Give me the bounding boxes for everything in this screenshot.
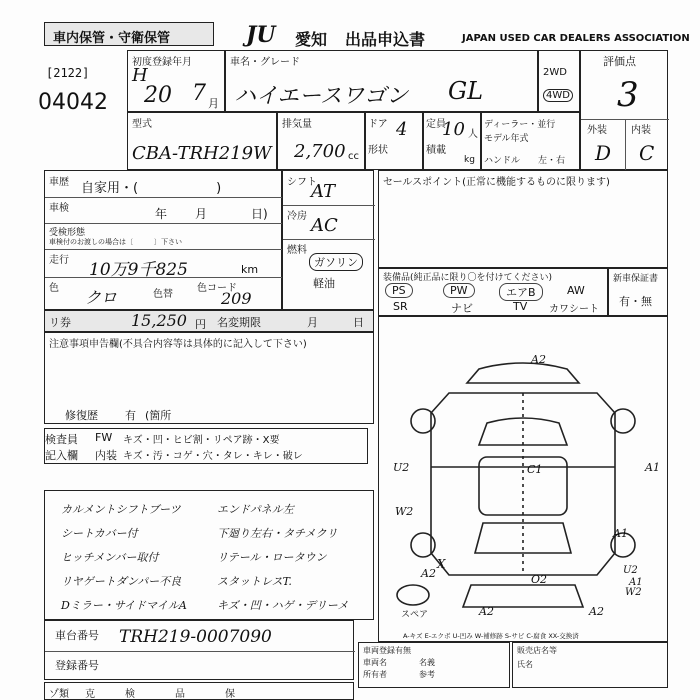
equip-aw: AW	[567, 284, 585, 297]
mileage-label: 走行	[49, 255, 69, 266]
displacement-label: 排気量	[282, 119, 312, 130]
remark-right-2: リテール・ロータウン	[217, 551, 327, 564]
warranty-box	[608, 268, 668, 316]
equip-pw: PW	[443, 283, 475, 298]
color-value: クロ	[85, 288, 118, 307]
purchase-label: 販売店名等	[517, 646, 557, 655]
model-name: ハイエースワゴン	[234, 84, 409, 109]
dealer-box	[481, 112, 580, 170]
stamp-3: 品	[175, 689, 185, 700]
drive-4wd: 4WD	[543, 89, 573, 102]
lot-code: [2122]	[46, 66, 90, 80]
fuel-label: 燃料	[287, 245, 307, 256]
owner-label: 所有者	[363, 670, 387, 679]
equip-airbag: エアB	[499, 283, 543, 301]
sales-point-box	[378, 170, 668, 268]
recorder-label: 記入欄	[45, 449, 78, 462]
remark-left-2: ヒッチメンバー取付	[61, 551, 159, 564]
fw-label: FW	[95, 431, 113, 444]
inspector-label: 検査員	[45, 433, 78, 446]
inspection-form-label: 受検形態	[49, 228, 86, 238]
notes-box	[44, 332, 374, 424]
stamp-2: 検	[125, 689, 135, 700]
stamp-0: ゾ類	[49, 689, 69, 700]
mark-a1-lower: A1	[613, 527, 628, 540]
remark-right-0: エンドパネル左	[217, 503, 294, 516]
inspection-year: 年	[155, 207, 168, 221]
interior-marks-text: キズ・汚・コゲ・穴・タレ・キレ・破レ	[123, 451, 303, 462]
org-name: 愛知	[295, 30, 328, 49]
equipment-box	[378, 268, 608, 316]
capacity-box	[423, 112, 481, 170]
color-change-label: 色替	[153, 289, 173, 300]
chassis-label: 車台番号	[55, 629, 99, 642]
usage-value: 自家用・( )	[81, 181, 222, 196]
registration-table	[358, 642, 510, 688]
recycle-value: 15,250	[131, 311, 187, 330]
car-diagram	[379, 317, 667, 641]
chassis-box	[44, 620, 354, 680]
doors-box	[365, 112, 423, 170]
displacement-box	[277, 112, 365, 170]
drive-2wd: 2WD	[543, 67, 567, 78]
mark-a2-top: A2	[531, 353, 546, 366]
name-change-month: 月	[307, 316, 318, 329]
exterior-label: 外装	[587, 125, 607, 136]
repair-value: 有	[125, 409, 136, 422]
remark-left-0: カルメントシフトブーツ	[61, 503, 181, 516]
registration-label: 登録番号	[55, 659, 99, 672]
recycle-unit: 円	[195, 318, 206, 331]
form-title: 出品申込書	[345, 30, 426, 49]
handle-label: ハンドル	[484, 156, 521, 166]
mileage-value: 10万9千825	[89, 260, 188, 280]
mark-a2-bottom-right: A2	[589, 605, 604, 618]
name-change-day: 日	[353, 316, 364, 329]
name-change-label: 名変期限	[217, 316, 261, 329]
shift-box	[282, 170, 374, 310]
capacity-unit: 人	[468, 129, 478, 140]
mileage-unit: km	[241, 263, 259, 276]
capacity-value: 10	[442, 119, 465, 140]
fuel-light-oil: 軽油	[313, 277, 335, 290]
repair-label: 修復歴	[65, 409, 98, 422]
registration-table-label: 車両登録有無	[363, 646, 411, 655]
remarks-box	[44, 490, 374, 620]
details-box	[44, 170, 282, 310]
storage-label: 車内保管・守衛保管	[53, 31, 171, 46]
first-reg-month: 7	[192, 81, 206, 106]
shape-label: 形状	[368, 145, 388, 156]
chassis-value: TRH219-0007090	[119, 627, 272, 647]
recycle-label: リ券	[49, 316, 71, 329]
mark-a1-right: A1	[645, 461, 660, 474]
remark-left-4: Dミラー・サイドマイルA	[61, 599, 187, 612]
equipment-label: 装備品(純正品に限り〇を付けてください)	[383, 273, 553, 283]
remark-right-4: キズ・凹・ハゲ・デリーメ	[217, 599, 349, 612]
inspection-label: 車検	[49, 203, 69, 214]
interior-marks-label: 内装	[95, 449, 117, 462]
aircon-value: AC	[311, 215, 338, 236]
storage-label-box	[44, 22, 214, 46]
model-box	[225, 50, 538, 112]
mark-u2-left: U2	[393, 461, 410, 474]
remark-right-3: スタットレスT.	[217, 575, 292, 588]
stamp-4: 保	[225, 689, 235, 700]
interior-score: C	[639, 141, 655, 165]
mark-a2-bottom: A2	[479, 605, 494, 618]
first-reg-month-unit: 月	[208, 97, 219, 110]
equip-sr: SR	[393, 300, 408, 313]
mark-x: X	[437, 557, 446, 571]
recycle-box	[44, 310, 374, 332]
shift-value: AT	[311, 181, 336, 202]
warranty-label: 新車保証書	[613, 274, 659, 284]
usage-label: 車歴	[49, 177, 69, 188]
model-year-label: モデル年式	[484, 134, 529, 144]
first-reg-box	[127, 50, 225, 112]
equip-ps: PS	[385, 283, 413, 298]
model-grade: GL	[448, 77, 484, 105]
exterior-score: D	[595, 141, 612, 165]
load-unit: kg	[464, 155, 475, 165]
dealer-label: ディーラー・並行	[484, 120, 556, 130]
load-label: 積載	[426, 145, 446, 156]
remark-left-1: シートカバー付	[61, 527, 138, 540]
type-value: CBA-TRH219W	[132, 143, 272, 164]
purchase-sub-label: 氏名	[517, 660, 533, 669]
displacement-unit: cc	[348, 151, 359, 162]
inspection-form-note: 車検付のお渡しの場合は〔 〕下さい	[49, 238, 182, 246]
type-label: 型式	[132, 119, 152, 130]
inspection-day: 日)	[251, 207, 268, 221]
first-reg-label: 初度登録年月	[132, 57, 192, 68]
mark-a1-rear: A1	[629, 577, 643, 588]
drive-box	[538, 50, 580, 112]
interior-label: 内装	[631, 125, 651, 136]
color-label: 色	[49, 283, 59, 294]
remark-left-3: リヤゲートダンパー不良	[61, 575, 182, 588]
inspection-month: 月	[195, 207, 208, 221]
repair-location: (箇所	[145, 409, 172, 422]
owner-mark-label: 参考	[419, 670, 435, 679]
model-label: 車名・グレード	[230, 57, 300, 68]
capacity-label: 定員	[426, 119, 446, 130]
notes-label: 注意事項申告欄(不具合内容等は具体的に記入して下さい)	[49, 339, 307, 350]
equip-kawa-seat: カワシート	[549, 304, 599, 315]
association-name: JAPAN USED CAR DEALERS ASSOCIATION	[462, 33, 690, 44]
score-label: 評価点	[603, 55, 636, 68]
first-reg-era: H	[132, 65, 148, 86]
legend-text: A-キズ E-エクボ U-凹み W-補修跡 S-サビ C-腐食 XX-交換済	[403, 632, 579, 640]
mark-u2-lower: U2	[623, 565, 638, 576]
ju-logo: JU	[246, 22, 276, 48]
aircon-label: 冷房	[287, 211, 307, 222]
registration-name-label: 名義	[419, 658, 435, 667]
mark-w2-right: W2	[625, 587, 642, 598]
sales-point-label: セールスポイント(正常に機能するものに限ります)	[383, 177, 610, 188]
handle-options: 左・右	[538, 156, 566, 166]
stamp-row	[44, 682, 354, 700]
diagram-box	[378, 316, 668, 642]
mark-c1: C1	[527, 463, 543, 476]
score-value: 3	[617, 75, 639, 115]
doors-value: 4	[396, 119, 408, 140]
mark-o2: O2	[531, 573, 548, 586]
doors-label: ドア	[368, 119, 388, 130]
first-reg-year: 20	[144, 83, 172, 108]
equip-navi: ナビ	[451, 302, 473, 315]
displacement-value: 2,700	[294, 141, 346, 162]
lot-number: 04042	[38, 90, 108, 115]
type-box	[127, 112, 277, 170]
purchase-table	[512, 642, 668, 688]
marks-box	[44, 428, 368, 464]
color-code-label: 色コード	[197, 283, 237, 294]
mark-w2-left: W2	[395, 505, 414, 518]
remark-right-1: 下廻り左右・タチメクリ	[217, 527, 338, 540]
fw-text: キズ・凹・ヒビ割・リペア跡・X要	[123, 435, 280, 446]
registration-table-sub: 車両名	[363, 658, 387, 667]
score-box	[580, 50, 668, 170]
fuel-gasoline: ガソリン	[309, 253, 363, 271]
equip-tv: TV	[513, 300, 528, 313]
shift-label: シフト	[287, 177, 317, 188]
color-code: 209	[221, 289, 252, 308]
stamp-1: 克	[85, 689, 95, 700]
spare-label: スペア	[401, 610, 429, 620]
warranty-options: 有・無	[619, 295, 652, 308]
mark-a2-left: A2	[421, 567, 436, 580]
